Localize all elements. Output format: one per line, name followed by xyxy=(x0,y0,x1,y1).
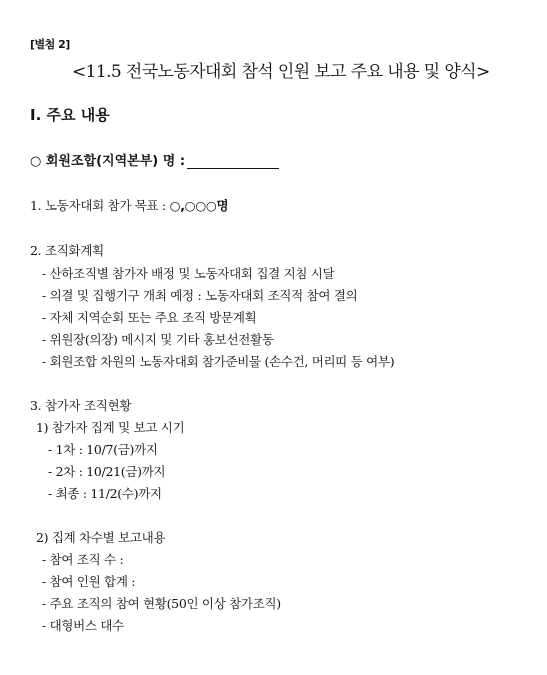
reporting-schedule-item: - 최종 : 11/2(수)까지 xyxy=(48,486,162,501)
reporting-schedule-item: - 2차 : 10/21(금)까지 xyxy=(48,464,166,479)
document-title: <11.5 전국노동자대회 참석 인원 보고 주요 내용 및 양식> xyxy=(72,62,490,82)
report-contents-item: - 참여 인원 합계 : xyxy=(42,574,136,589)
participation-goal-value: ○,○○○명 xyxy=(169,198,229,213)
organizing-plan-item: - 의결 및 집행기구 개최 예정 : 노동자대회 조직적 참여 결의 xyxy=(42,288,358,303)
organizing-plan-item: - 산하조직별 참가자 배정 및 노동자대회 집결 지침 시달 xyxy=(42,266,335,281)
reporting-schedule-item: - 1차 : 10/7(금)까지 xyxy=(48,442,158,457)
organizing-plan-item: - 위원장(의장) 메시지 및 기타 홍보선전활동 xyxy=(42,332,274,347)
union-name-line xyxy=(30,150,279,169)
report-contents-item: - 주요 조직의 참여 현황(50인 이상 참가조직) xyxy=(42,596,281,611)
report-contents-heading: 2) 집계 차수별 보고내용 xyxy=(36,530,166,545)
attachment-label: [별첨 2] xyxy=(30,38,70,51)
participation-goal xyxy=(30,196,228,214)
union-name-blank xyxy=(187,155,279,169)
reporting-schedule-heading: 1) 참가자 집계 및 보고 시기 xyxy=(36,420,185,435)
report-contents-item: - 대형버스 대수 xyxy=(42,618,124,633)
section-heading: Ⅰ. 주요 내용 xyxy=(30,106,110,124)
participant-status-heading: 3. 참가자 조직현황 xyxy=(30,398,132,413)
union-name-label: ○ 회원조합(지역본부) 명 : xyxy=(30,154,186,169)
participation-goal-label: 1. 노동자대회 참가 목표 : xyxy=(30,198,170,213)
organizing-plan-item: - 자체 지역순회 또는 주요 조직 방문계획 xyxy=(42,310,257,325)
report-contents-item: - 참여 조직 수 : xyxy=(42,552,124,567)
organizing-plan-heading: 2. 조직화계획 xyxy=(30,243,104,258)
organizing-plan-item: - 회원조합 차원의 노동자대회 참가준비물 (손수건, 머리띠 등 여부) xyxy=(42,354,395,369)
